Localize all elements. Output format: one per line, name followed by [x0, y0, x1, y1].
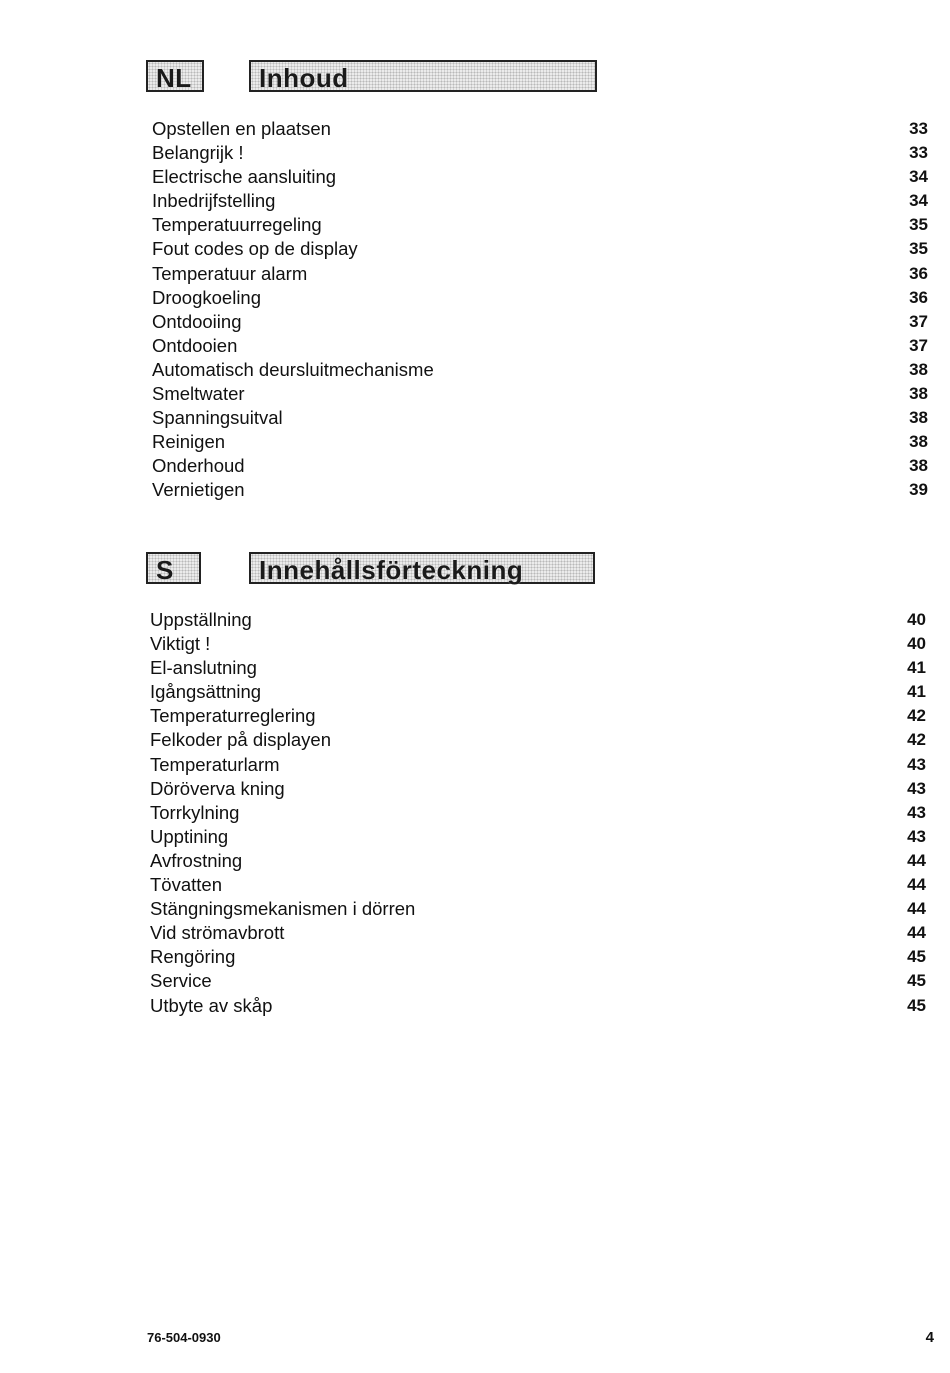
toc-entry-label: Temperatuurregeling	[152, 214, 322, 236]
toc-entry-page: 37	[909, 311, 928, 331]
toc-entry-label: Utbyte av skåp	[150, 994, 273, 1016]
toc-entry	[152, 454, 928, 478]
toc-entry	[150, 945, 926, 969]
toc-entry	[152, 165, 928, 189]
toc-entry	[150, 849, 926, 873]
toc-entry-label: Droogkoeling	[152, 286, 262, 308]
toc-entry-label: Torrkylning	[150, 801, 240, 823]
toc-entry-page: 40	[907, 634, 926, 654]
toc-entry-label: Felkoder på displayen	[150, 729, 331, 751]
toc-entry-page: 36	[909, 287, 928, 307]
toc-entry	[152, 382, 928, 406]
toc-entry-page: 43	[907, 802, 926, 822]
toc-entry	[150, 704, 926, 728]
toc-entry-label: Ontdooien	[152, 334, 238, 356]
toc-entry	[152, 141, 928, 165]
toc-entry	[150, 921, 926, 945]
toc-entry-label: Belangrijk !	[152, 142, 244, 164]
toc-entry-label: Ontdooiing	[152, 310, 242, 332]
toc-entry-label: Electrische aansluiting	[152, 166, 337, 188]
toc-entry-page: 33	[909, 143, 928, 163]
toc-entry-label: Spanningsuitval	[152, 407, 283, 429]
toc-entry	[152, 334, 928, 358]
toc-entry-page: 38	[909, 432, 928, 452]
toc-entry-label: Reinigen	[152, 431, 226, 453]
toc-entry	[152, 189, 928, 213]
toc-entry-page: 38	[909, 384, 928, 404]
toc-entry-label: Döröverva kning	[150, 777, 285, 799]
toc-entry-label: Uppställning	[150, 609, 252, 630]
page-number: 4	[925, 1329, 934, 1346]
toc-entry-label: Upptining	[150, 825, 229, 847]
section-title: Innehållsförteckning	[259, 555, 524, 585]
toc-entry-label: Service	[150, 970, 212, 992]
toc-entry-page: 33	[909, 119, 928, 138]
toc-entry-page: 38	[909, 456, 928, 476]
language-code: S	[156, 555, 174, 585]
toc-entry-page: 44	[907, 899, 926, 919]
toc-entry-label: Opstellen en plaatsen	[152, 118, 331, 139]
toc-entry	[150, 608, 926, 632]
toc-entry-label: Automatisch deursluitmechanisme	[152, 358, 434, 380]
toc-entry	[152, 213, 928, 237]
toc-entry	[152, 430, 928, 454]
toc-entry-page: 41	[907, 658, 926, 678]
toc-entry-page: 34	[909, 191, 928, 211]
toc-entry-label: Rengöring	[150, 946, 236, 968]
document-code: 76-504-0930	[147, 1330, 221, 1345]
toc-entry-label: Viktigt !	[150, 633, 211, 655]
toc-entry-page: 38	[909, 408, 928, 428]
language-code: NL	[156, 63, 192, 93]
toc-entry-page: 43	[907, 778, 926, 798]
toc-entry	[150, 969, 926, 993]
toc-entry	[150, 897, 926, 921]
toc-entry	[150, 777, 926, 801]
toc-entry-page: 45	[907, 971, 926, 991]
toc-entry-label: Avfrostning	[150, 849, 243, 871]
toc-entry	[150, 753, 926, 777]
toc-entry	[150, 656, 926, 680]
toc-entry-label: Onderhoud	[152, 455, 245, 477]
toc-entry-page: 37	[909, 335, 928, 355]
toc-entry-label: Temperatuur alarm	[152, 262, 308, 284]
toc-entry	[150, 632, 926, 656]
toc-entry	[152, 237, 928, 261]
section-title-box	[249, 60, 597, 92]
toc-entry	[150, 825, 926, 849]
toc-entry-page: 42	[907, 730, 926, 750]
toc-entry-page: 36	[909, 263, 928, 283]
toc-entry	[152, 478, 928, 502]
toc-list-nl	[152, 117, 928, 503]
section-header-nl	[0, 60, 950, 96]
toc-entry-page: 41	[907, 682, 926, 702]
toc-entry-page: 43	[907, 754, 926, 774]
toc-entry	[152, 310, 928, 334]
toc-entry	[152, 286, 928, 310]
toc-entry-label: El-anslutning	[150, 657, 257, 679]
toc-entry-page: 40	[907, 610, 926, 629]
toc-entry-page: 35	[909, 239, 928, 259]
toc-entry-label: Inbedrijfstelling	[152, 190, 276, 212]
toc-entry-page: 45	[907, 947, 926, 967]
toc-entry-page: 38	[909, 359, 928, 379]
toc-entry	[150, 994, 926, 1018]
toc-entry-label: Temperaturreglering	[150, 705, 316, 727]
toc-entry-label: Vid strömavbrott	[150, 922, 285, 944]
toc-entry	[152, 406, 928, 430]
section-title-box	[249, 552, 595, 584]
language-code-box	[146, 60, 204, 92]
toc-entry-page: 44	[907, 875, 926, 895]
section-title: Inhoud	[259, 63, 349, 93]
toc-entry-page: 44	[907, 923, 926, 943]
toc-entry-page: 45	[907, 995, 926, 1015]
toc-entry	[150, 728, 926, 752]
toc-entry-label: Tövatten	[150, 874, 222, 896]
toc-entry-label: Fout codes op de display	[152, 238, 358, 260]
toc-entry	[152, 358, 928, 382]
toc-entry-label: Vernietigen	[152, 479, 245, 501]
toc-entry-page: 43	[907, 826, 926, 846]
toc-entry-page: 44	[907, 850, 926, 870]
toc-entry	[150, 873, 926, 897]
toc-entry-label: Igångsättning	[150, 681, 262, 703]
toc-entry	[152, 117, 928, 141]
toc-entry	[150, 801, 926, 825]
toc-entry	[150, 680, 926, 704]
toc-entry-label: Smeltwater	[152, 383, 245, 405]
toc-entry-page: 35	[909, 215, 928, 235]
toc-list-s	[150, 608, 926, 1018]
toc-entry-label: Stängningsmekanismen i dörren	[150, 898, 416, 920]
toc-entry-label: Temperaturlarm	[150, 753, 280, 775]
toc-entry-page: 34	[909, 167, 928, 187]
toc-entry-page: 39	[909, 480, 928, 500]
language-code-box	[146, 552, 201, 584]
section-header-s	[0, 552, 950, 588]
toc-entry-page: 42	[907, 706, 926, 726]
toc-entry	[152, 262, 928, 286]
